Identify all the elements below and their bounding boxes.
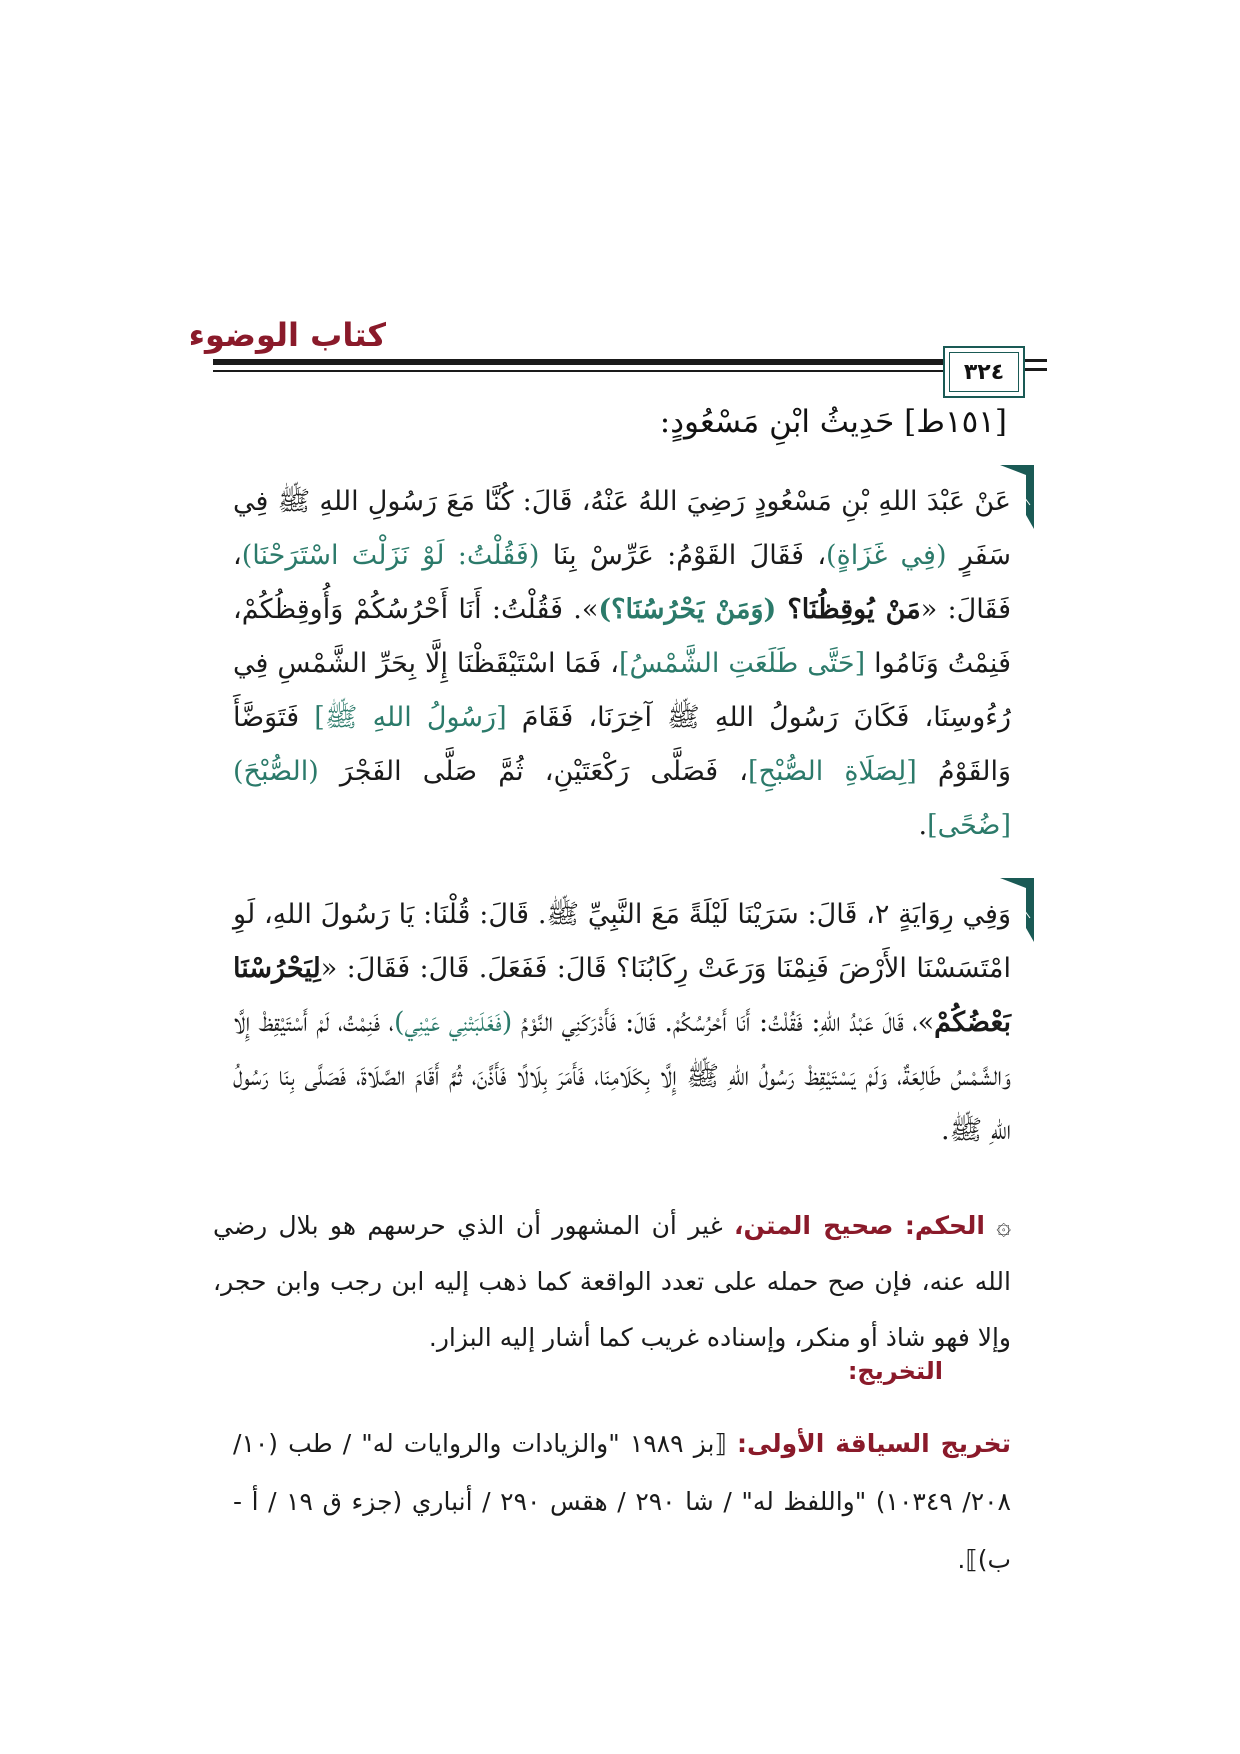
text-span: عَنْ عَبْدَ اللهِ بْنِ مَسْعُودٍ رَضِيَ اللهُ عَنْهُ، قَالَ: كُنَّا مَعَ رَسُولِ اللهِ ﷺ فِي سَفَرٍ [233,486,1011,571]
variant-text: [رَسُولُ اللهِ ﷺ] [314,702,507,733]
text-span: ، فَقَالَ القَوْمُ: عَرِّسْ بِنَا [539,540,827,571]
text-span: ». فَقُلْتُ: أَنَا أَحْرُسُكُمْ وَأُوقِظُكُمْ، فَنِمْتُ وَنَامُوا [233,594,1011,679]
narration-1-text [233,475,1011,853]
text-span: »، قَالَ عَبْدُ اللهِ: فَقُلْتُ: أَنَا أَحْرُسُكُمْ. قَالَ: فَأَدْرَكَنِي النَّوْمُ [512,1007,935,1038]
variant-text: [لِصَلَاةِ الصُّبْحِ] [747,756,917,787]
takhrij-text: ⟦بز ١٩٨٩ "والزيادات والروايات له" / طب (١٠/ ٢٠٨/ ١٠٣٤٩) "واللفظ له" / شا ٢٩٠ / هقس ٢٩٠ / أنباري (جزء ق ١٩ / أ - ب)⟧. [233,1429,1011,1574]
flower-icon: ۞ [996,1211,1011,1240]
ruling-text: غير أن المشهور أن الذي حرسهم هو بلال رضي الله عنه، فإن صح حمله على تعدد الواقعة كما ذهب إليه ابن رجب وابن حجر، وإلا فهو شاذ أو منكر، وإسناده غريب كما أشار إليه البزار. [213,1211,1011,1352]
text-span: ، فَمَا اسْتَيْقَظْنَا إِلَّا بِحَرِّ الشَّمْسِ فِي رُءُوسِنَا، فَكَانَ رَسُولُ اللهِ ﷺ آخِرَنَا، فَقَامَ [233,648,1011,733]
variant-text: (فَقُلْتُ: لَوْ نَزَلْتَ اسْتَرَحْنَا) [241,540,540,571]
header-rule-right [1025,359,1047,362]
takhrij-label: تخريج السياقة الأولى: [736,1429,1011,1458]
variant-text: (الصُّبْحَ) [ضُحًى] [233,756,1011,841]
text-span: ، فَنِمْتُ، لَمْ أَسْتَيْقِظْ إِلَّا وَالشَّمْسُ طَالِعَةٌ، وَلَمْ يَسْتَيْقِظْ رَسُولُ اللهِ ﷺ إِلَّا بِكَلَامِنَا، فَأَمَرَ بِلَالًا فَأَذَّنَ، ثُمَّ أَقَامَ الصَّلَاةَ، فَصَلَّى بِنَا رَسُولُ اللهِ ﷺ. [233,1007,1011,1146]
page-number: ٣٢٤ [949,352,1019,392]
variant-text: (فَغَلَبَتْنِي عَيْنِي) [393,1007,513,1038]
text-span: . [918,810,928,841]
header-rule-thick [213,359,943,365]
narration-2-text [233,888,1011,1158]
takhrij-paragraph [233,1415,1011,1589]
ruling-paragraph [213,1198,1011,1366]
text-span: ، فَصَلَّى رَكْعَتَيْنِ، ثُمَّ صَلَّى الفَجْرَ [318,756,748,787]
header-rule-thin [213,370,943,372]
ruling-label: الحكم: [904,1211,985,1240]
variant-text: (فِي غَزَاةٍ) [826,540,947,571]
text-span: وَفِي رِوَايَةٍ ٢، قَالَ: سَرَيْنَا لَيْلَةً مَعَ النَّبِيِّ ﷺ. قَالَ: قُلْنَا: يَا رَسُولَ اللهِ، لَوِ امْتَسَسْنَا الأَرْضَ فَنِمْنَا وَرَعَتْ رِكَابُنَا؟ قَالَ: فَفَعَلَ. قَالَ: فَقَالَ: « [233,899,1011,984]
hadith-heading: [١٥١ط] حَدِيثُ ابْنِ مَسْعُودٍ: [659,404,1007,440]
prophet-words: لِيَحْرُسْنَا بَعْضُكُمْ [233,953,1012,1038]
page-number-frame [943,346,1025,398]
ruling-verdict: صحيح المتن، [734,1211,894,1240]
variant-text: [حَتَّى طَلَعَتِ الشَّمْسُ] [618,648,866,679]
prophet-words: مَنْ يُوقِظُنَا؟ [787,594,921,625]
narration-1 [233,475,1011,853]
narration-2 [233,888,1011,1158]
variant-text: (وَمَنْ يَحْرُسُنَا؟) [598,594,788,625]
text-span: ، فَقَالَ: « [233,540,1012,625]
text-span: فَتَوَضَّأَ وَالقَوْمُ [233,702,1011,787]
takhrij-heading: التخريج: [847,1357,943,1385]
book-title: كتاب الوضوء [188,316,386,354]
header-rule-right-2 [1025,368,1047,371]
